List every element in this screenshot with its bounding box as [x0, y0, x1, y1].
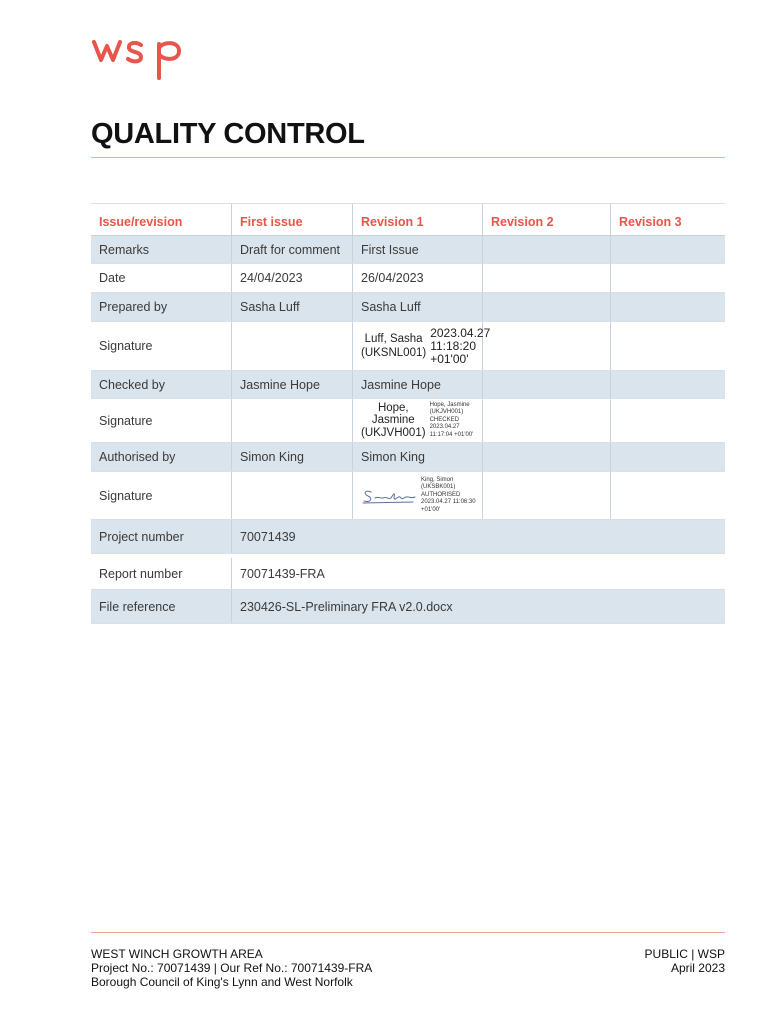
signature-timestamp — [430, 402, 474, 440]
signature-label: Signature — [91, 472, 232, 519]
signer-name-line: Jasmine — [371, 414, 415, 427]
prepared-by-label: Prepared by — [91, 293, 232, 321]
checked-by-revision-3 — [611, 371, 725, 398]
handwritten-signature-image — [361, 486, 417, 506]
prepared-by-row — [91, 293, 725, 322]
date-revision-3 — [611, 264, 725, 292]
checked-by-revision-2 — [483, 371, 611, 398]
footer-client: Borough Council of King's Lynn and West Norfolk — [91, 975, 353, 989]
file-reference-label: File reference — [91, 590, 232, 623]
prepared-by-revision-1: Sasha Luff — [353, 293, 483, 321]
footer-classification: PUBLIC | WSP — [644, 947, 725, 961]
footer-date: April 2023 — [670, 961, 725, 975]
signature-revision-3 — [611, 399, 725, 442]
date-revision-1: 26/04/2023 — [353, 264, 483, 292]
quality-control-table — [91, 203, 725, 624]
authorised-by-revision-1: Simon King — [353, 443, 483, 471]
signature-revision-2 — [483, 472, 611, 519]
checked-by-revision-1: Jasmine Hope — [353, 371, 483, 398]
signature-stamp-hope — [361, 402, 473, 440]
authorised-by-row — [91, 443, 725, 472]
signature-stamp-luff — [361, 327, 490, 366]
signer-name — [361, 402, 426, 440]
digital-signature-king — [353, 472, 483, 519]
project-number-value: 70071439 — [240, 529, 296, 544]
authorised-by-revision-3 — [611, 443, 725, 471]
stamp-name: King, Simon — [421, 476, 454, 483]
checked-by-label: Checked by — [91, 371, 232, 398]
stamp-name: Hope, Jasmine — [429, 401, 470, 408]
prepared-by-revision-2 — [483, 293, 611, 321]
signer-id-line: (UKSNL001) — [361, 347, 427, 359]
checked-by-row — [91, 371, 725, 399]
page-title: QUALITY CONTROL — [91, 118, 365, 150]
header-issue-revision: Issue/revision — [91, 204, 232, 235]
signer-name-line: Hope, — [377, 401, 409, 414]
stamp-date: 2023.04.27 — [429, 424, 460, 431]
signature-label: Signature — [91, 399, 232, 442]
signature-first-issue — [232, 472, 353, 519]
project-number-label: Project number — [91, 520, 232, 553]
remarks-first-issue: Draft for comment — [232, 236, 353, 263]
file-reference-row — [91, 590, 725, 624]
remarks-revision-1: First Issue — [353, 236, 483, 263]
remarks-label: Remarks — [91, 236, 232, 263]
stamp-offset: +01'00' — [421, 506, 441, 513]
stamp-status: CHECKED — [429, 416, 459, 423]
signature-timestamp — [421, 477, 476, 515]
date-label: Date — [91, 264, 232, 292]
header-revision-1: Revision 1 — [353, 204, 483, 235]
signature-revision-2 — [483, 399, 611, 442]
checked-by-first-issue: Jasmine Hope — [232, 371, 353, 398]
footer-project-info — [91, 947, 372, 989]
date-first-issue: 24/04/2023 — [232, 264, 353, 292]
wsp-logo — [91, 36, 187, 84]
signature-revision-3 — [611, 472, 725, 519]
header-first-issue: First issue — [232, 204, 353, 235]
remarks-row — [91, 236, 725, 264]
stamp-date: 2023.04.27 — [430, 325, 491, 340]
date-row — [91, 264, 725, 293]
signature-label: Signature — [91, 322, 232, 370]
signer-name — [361, 332, 426, 360]
authorised-by-first-issue: Simon King — [232, 443, 353, 471]
footer-meta — [645, 947, 725, 975]
stamp-id: (UKSBK001) — [421, 484, 456, 491]
signature-revision-2 — [483, 322, 611, 370]
signature-first-issue — [232, 322, 353, 370]
signature-timestamp — [430, 327, 490, 366]
prepared-by-first-issue: Sasha Luff — [232, 293, 353, 321]
project-number-row — [91, 520, 725, 554]
header-revision-2: Revision 2 — [483, 204, 611, 235]
remarks-revision-2 — [483, 236, 611, 263]
stamp-date-time: 2023.04.27 11:06:30 — [421, 499, 476, 506]
report-number-row — [91, 554, 725, 590]
date-revision-2 — [483, 264, 611, 292]
table-header-row — [91, 203, 725, 236]
prepared-signature-row — [91, 322, 725, 371]
digital-signature-luff — [353, 322, 491, 370]
footer-project-ref: Project No.: 70071439 | Our Ref No.: 70071439-FRA — [91, 961, 373, 975]
report-number-value: 70071439-FRA — [240, 566, 325, 581]
stamp-offset: +01'00' — [430, 351, 469, 366]
header-revision-3: Revision 3 — [619, 214, 682, 229]
authorised-by-revision-2 — [483, 443, 611, 471]
report-number-label: Report number — [91, 558, 232, 589]
file-reference-value: 230426-SL-Preliminary FRA v2.0.docx — [240, 599, 453, 614]
title-divider — [91, 157, 725, 158]
footer-divider — [91, 932, 725, 933]
authorised-by-label: Authorised by — [91, 443, 232, 471]
prepared-by-revision-3 — [611, 293, 725, 321]
stamp-time: 11:17:04 +01'00' — [429, 431, 474, 438]
signer-name-line: Luff, Sasha — [364, 333, 423, 345]
signature-stamp-king — [361, 477, 476, 515]
stamp-time: 11:18:20 — [430, 338, 477, 353]
stamp-status: AUTHORISED — [421, 491, 461, 498]
signature-first-issue — [232, 399, 353, 442]
remarks-revision-3 — [611, 236, 725, 263]
authorised-signature-row — [91, 472, 725, 520]
stamp-id: (UKJVH001) — [429, 409, 464, 416]
footer-project-title: WEST WINCH GROWTH AREA — [91, 947, 263, 961]
digital-signature-hope — [353, 399, 483, 442]
signature-revision-3 — [611, 322, 725, 370]
signer-id-line: (UKJVH001) — [361, 426, 426, 439]
checked-signature-row — [91, 399, 725, 443]
